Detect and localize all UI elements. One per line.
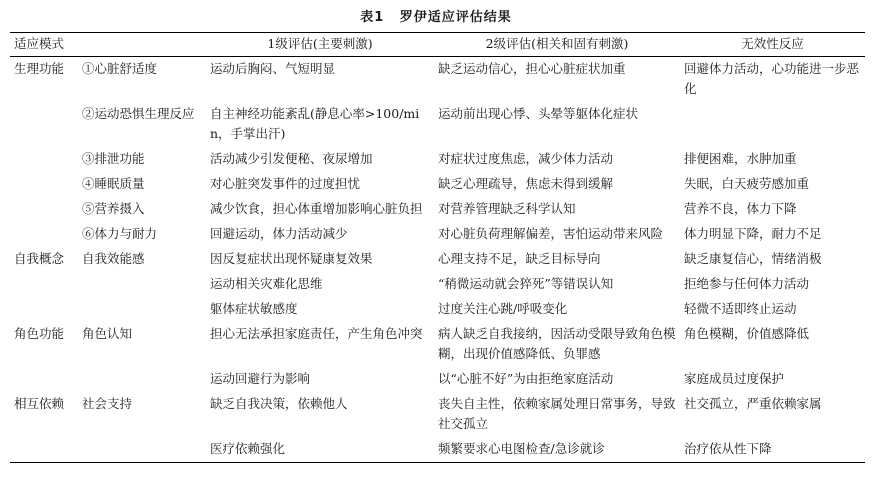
cell-mode: 相互依赖 — [14, 396, 65, 411]
cell-level1: 运动回避行为影响 — [210, 371, 311, 386]
cell-level1: 减少饮食，担心体重增加影响心脏负担 — [210, 201, 423, 216]
table-row — [10, 322, 865, 367]
table-row — [10, 272, 865, 297]
cell-subitem: ③排泄功能 — [82, 151, 145, 166]
cell-mode — [10, 297, 78, 322]
cell-level1: 医疗依赖强化 — [206, 437, 434, 463]
cell-subitem — [78, 437, 206, 463]
cell-level2: 对心脏负荷理解偏差，害怕运动带来风险 — [438, 226, 664, 241]
cell-level2: 缺乏心理疏导，焦虑未得到缓解 — [438, 176, 614, 191]
cell-ineffective: 角色模糊，价值感降低 — [684, 326, 810, 341]
cell-ineffective: 缺乏康复信心，情绪消极 — [684, 251, 822, 266]
cell-ineffective: 治疗依从性下降 — [680, 437, 865, 463]
cell-subitem: 社会支持 — [82, 396, 133, 411]
header-row — [10, 33, 865, 57]
table-row — [10, 197, 865, 222]
cell-ineffective: 营养不良，体力下降 — [684, 201, 797, 216]
cell-subitem: ①心脏舒适度 — [82, 61, 158, 76]
cell-mode — [10, 147, 78, 172]
header-level1: 1级评估(主要刺激) — [206, 33, 434, 57]
cell-subitem: ⑥体力与耐力 — [82, 226, 158, 241]
cell-level2: 对营养管理缺乏科学认知 — [438, 201, 576, 216]
table-title: 罗伊适应评估结果 — [399, 10, 512, 25]
table-row — [10, 247, 865, 272]
cell-level1: 缺乏自我决策，依赖他人 — [210, 396, 348, 411]
cell-level1: 对心脏突发事件的过度担忧 — [210, 176, 361, 191]
cell-subitem: ⑤营养摄入 — [82, 201, 145, 216]
cell-level2: 病人缺乏自我接纳，因活动受限导致角色模糊，出现价值感降低、负罪感 — [438, 326, 676, 361]
cell-subitem: ④睡眠质量 — [82, 176, 145, 191]
cell-ineffective: 体力明显下降，耐力不足 — [684, 226, 822, 241]
table-row — [10, 392, 865, 437]
cell-level1: 运动相关灾难化思维 — [210, 276, 323, 291]
cell-ineffective: 家庭成员过度保护 — [684, 371, 785, 386]
cell-mode: 生理功能 — [14, 61, 65, 76]
cell-level1: 运动后胸闷、气短明显 — [210, 61, 336, 76]
cell-level2: 过度关注心跳/呼吸变化 — [438, 301, 568, 316]
cell-level1: 回避运动，体力活动减少 — [210, 226, 348, 241]
cell-level1: 活动减少引发便秘、夜尿增加 — [210, 151, 373, 166]
cell-mode — [10, 222, 78, 247]
cell-level2: 运动前出现心悸、头晕等躯体化症状 — [438, 106, 639, 121]
cell-ineffective: 失眠，白天疲劳感加重 — [684, 176, 810, 191]
cell-mode — [10, 172, 78, 197]
cell-ineffective — [680, 102, 865, 147]
cell-subitem — [78, 272, 206, 297]
cell-ineffective: 社交孤立，严重依赖家属 — [684, 396, 822, 411]
cell-subitem: 自我效能感 — [82, 251, 145, 266]
table-caption — [0, 6, 872, 25]
header-subitem — [78, 33, 206, 57]
cell-level2: 以“心脏不好”为由拒绝家庭活动 — [438, 371, 614, 386]
cell-level2: “稍微运动就会猝死”等错误认知 — [438, 276, 614, 291]
table-row — [10, 172, 865, 197]
cell-ineffective: 轻微不适即终止运动 — [684, 301, 797, 316]
cell-level1: 躯体症状敏感度 — [210, 301, 298, 316]
cell-mode — [10, 102, 78, 147]
table-row — [10, 297, 865, 322]
cell-mode: 自我概念 — [14, 251, 65, 266]
cell-ineffective: 拒绝参与任何体力活动 — [684, 276, 810, 291]
cell-level2: 频繁要求心电图检查/急诊就诊 — [434, 437, 680, 463]
header-ineffective: 无效性反应 — [680, 33, 865, 57]
cell-level2: 丧失自主性，依赖家属处理日常事务，导致社交孤立 — [438, 396, 676, 431]
cell-ineffective: 排便困难，水肿加重 — [684, 151, 797, 166]
table-row — [10, 367, 865, 392]
cell-level1: 因反复症状出现怀疑康复效果 — [210, 251, 373, 266]
cell-subitem — [78, 367, 206, 392]
cell-ineffective: 回避体力活动，心功能进一步恶化 — [684, 61, 860, 96]
cell-level2: 缺乏运动信心，担心心脏症状加重 — [438, 61, 626, 76]
table-row — [10, 102, 865, 147]
cell-mode — [10, 367, 78, 392]
cell-mode — [10, 272, 78, 297]
table-number: 表1 — [360, 10, 385, 25]
table-row — [10, 437, 865, 463]
cell-mode — [10, 437, 78, 463]
roy-adaptation-table — [10, 32, 865, 463]
cell-mode: 角色功能 — [14, 326, 65, 341]
table-row — [10, 222, 865, 247]
cell-level1: 自主神经功能紊乱(静息心率>100/min，手掌出汗) — [210, 106, 420, 141]
header-level2: 2级评估(相关和固有刺激) — [434, 33, 680, 57]
cell-subitem: ②运动恐惧生理反应 — [82, 106, 195, 121]
cell-level1: 担心无法承担家庭责任，产生角色冲突 — [210, 326, 423, 341]
header-mode: 适应模式 — [10, 33, 78, 57]
table-row — [10, 147, 865, 172]
table-row — [10, 57, 865, 103]
cell-mode — [10, 197, 78, 222]
cell-level2: 对症状过度焦虑，减少体力活动 — [438, 151, 614, 166]
cell-subitem — [78, 297, 206, 322]
cell-subitem: 角色认知 — [82, 326, 133, 341]
cell-level2: 心理支持不足，缺乏目标导向 — [438, 251, 601, 266]
